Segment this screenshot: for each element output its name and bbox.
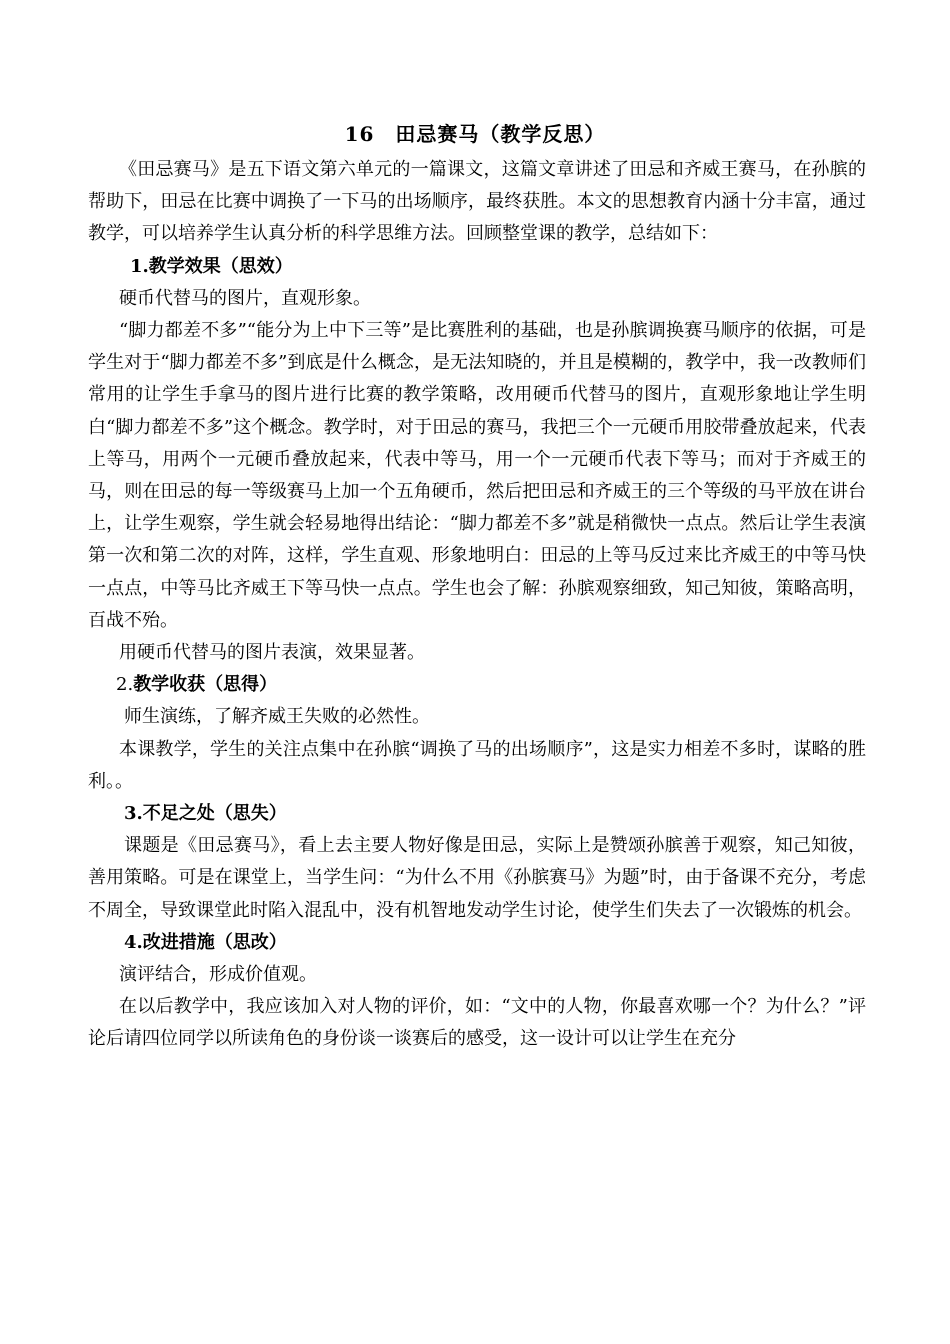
paragraph: 在以后教学中，我应该加入对人物的评价，如：“文中的人物，你最喜欢哪一个？为什么？”评论后请四位同学以所读角色的身份谈一谈赛后的感受，这一设计可以让学生在充分 (88, 996, 866, 1050)
paragraph: 师生演练，了解齐威王失败的必然性。 (124, 706, 430, 728)
section-number-1: 1. (130, 255, 149, 277)
paragraph: “脚力都差不多”“能分为上中下三等”是比赛胜利的基础，也是孙膑调换赛马顺序的依据，可是学生对于“脚力都差不多”到底是什么概念，是无法知晓的，并且是模糊的，教学中，我一改教师们常用的让学生手拿马的图片进行比赛的教学策略，改用硬币代替马的图片，直观形象地让学生明白“脚力都差不多”这个概念。教学时，对于田忌的赛马，我把三个一元硬币用胶带叠放起来，代表上等马，用两个一元硬币叠放起来，代表中等马，用一个一元硬币代表下等马；而对于齐威王的马，则在田忌的每一等级赛马上加一个五角硬币，然后把田忌和齐威王的三个等级的马平放在讲台上，让学生观察，学生就会轻易地得出结论：“脚力都差不多”就是稍微快一点点。然后让学生表演第一次和第二次的对阵，这样，学生直观、形象地明白：田忌的上等马反过来比齐威王的中等马快一点点，中等马比齐威王下等马快一点点。学生也会了解：孙膑观察细致，知己知彼，策略高明，百战不殆。 (88, 320, 866, 631)
document-body (88, 154, 866, 1056)
paragraph: 课题是《田忌赛马》，看上去主要人物好像是田忌，实际上是赞颂孙膑善于观察，知己知彼，善用策略。可是在课堂上，当学生问：“为什么不用《孙膑赛马》为题”时，由于备课不充分，考虑不周全，导致课堂此时陷入混乱中，没有机智地发动学生讨论，使学生们失去了一次锻炼的机会。 (88, 835, 866, 921)
document-title: 16 田忌赛马（教学反思） (344, 122, 606, 146)
section-number-3: 3. (124, 803, 143, 825)
paragraph: 演评结合，形成价值观。 (119, 964, 317, 986)
section-title-4: 改进措施（思改） (142, 931, 287, 953)
section-number-4: 4. (124, 931, 143, 953)
intro-paragraph: 《田忌赛马》是五下语文第六单元的一篇课文，这篇文章讲述了田忌和齐威王赛马，在孙膑的帮助下，田忌在比赛中调换了一下马的出场顺序，最终获胜。本文的思想教育内涵十分丰富，通过教学，可以培养学生认真分析的科学思维方法。回顾整堂课的教学，总结如下： (88, 159, 866, 245)
section-heading-3 (88, 798, 866, 830)
paragraph: 用硬币代替马的图片表演，效果显著。 (119, 642, 425, 664)
section-number-2: 2. (116, 674, 134, 696)
section-title-2: 教学收获（思得） (133, 674, 278, 696)
paragraph: 本课教学，学生的关注点集中在孙膑“调换了马的出场顺序”，这是实力相差不多时，谋略的胜利。。 (88, 738, 866, 792)
paragraph: 硬币代替马的图片，直观形象。 (119, 287, 371, 309)
section-heading-1 (88, 251, 866, 283)
section-title-1: 教学效果（思效） (148, 255, 293, 277)
section-title-3: 不足之处（思失） (142, 803, 287, 825)
section-heading-2 (88, 669, 866, 701)
section-heading-4 (88, 927, 866, 959)
